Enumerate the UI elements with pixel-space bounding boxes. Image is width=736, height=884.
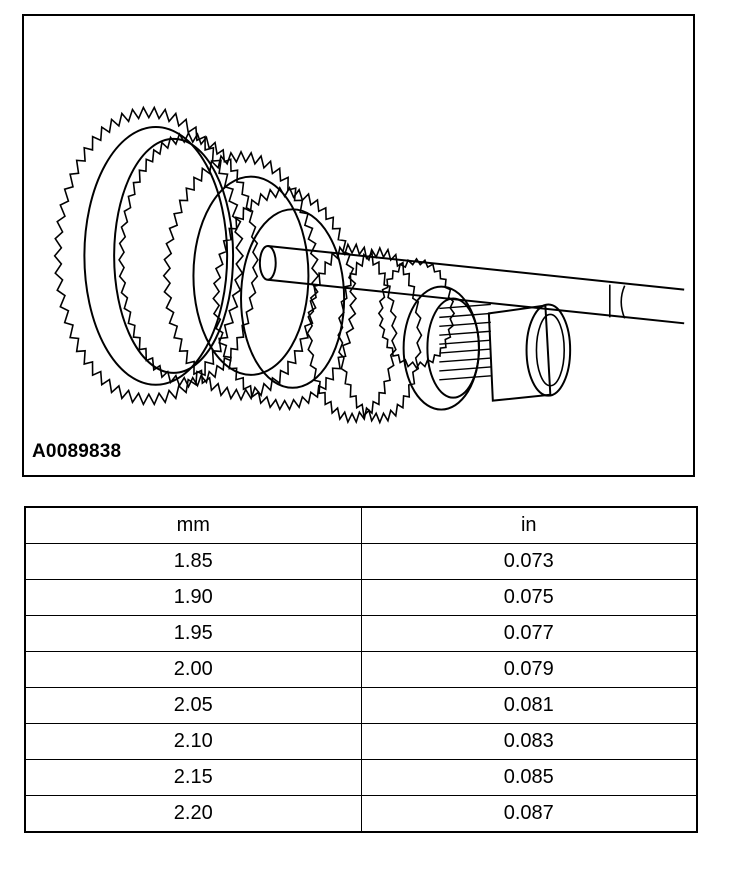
spline-line <box>439 322 491 326</box>
shaft-end <box>260 246 276 280</box>
cell-mm: 2.15 <box>25 760 361 796</box>
synchro-ring-teeth <box>119 133 258 387</box>
table-header-row <box>25 507 697 544</box>
header-in: in <box>361 507 697 544</box>
cell-in: 0.081 <box>361 688 697 724</box>
shaft-groove <box>610 285 625 319</box>
large-gear-rim <box>84 127 227 385</box>
table-row <box>25 580 697 616</box>
output-sleeve-bore <box>536 314 564 385</box>
cell-mm: 2.00 <box>25 652 361 688</box>
cell-in: 0.075 <box>361 580 697 616</box>
spline-line <box>439 313 491 317</box>
cell-in: 0.073 <box>361 544 697 580</box>
spline-line <box>439 376 491 380</box>
spline-line <box>439 331 491 335</box>
table-row <box>25 688 697 724</box>
cell-mm: 2.20 <box>25 796 361 833</box>
table-row <box>25 544 697 580</box>
output-sleeve <box>489 305 550 400</box>
spline-line <box>439 349 491 353</box>
cell-mm: 2.10 <box>25 724 361 760</box>
table-row <box>25 760 697 796</box>
thickness-spec-table <box>24 506 698 833</box>
header-mm: mm <box>25 507 361 544</box>
figure-id-label: A0089838 <box>32 441 122 462</box>
table-row <box>25 652 697 688</box>
cell-in: 0.087 <box>361 796 697 833</box>
spline-hub-inner <box>427 299 479 398</box>
table-row <box>25 616 697 652</box>
spline-line <box>439 358 491 362</box>
cell-mm: 1.90 <box>25 580 361 616</box>
cell-in: 0.085 <box>361 760 697 796</box>
spline-line <box>439 340 491 344</box>
cell-in: 0.079 <box>361 652 697 688</box>
cell-mm: 1.95 <box>25 616 361 652</box>
cell-in: 0.083 <box>361 724 697 760</box>
cell-mm: 1.85 <box>25 544 361 580</box>
spline-line <box>439 367 491 371</box>
cell-mm: 2.05 <box>25 688 361 724</box>
table-row <box>25 796 697 833</box>
cell-in: 0.077 <box>361 616 697 652</box>
gear-illustration-panel <box>22 14 695 477</box>
second-gear-teeth <box>164 152 319 400</box>
gear-cluster-illustration <box>24 16 693 475</box>
third-gear-rim <box>241 209 344 387</box>
table-row <box>25 724 697 760</box>
